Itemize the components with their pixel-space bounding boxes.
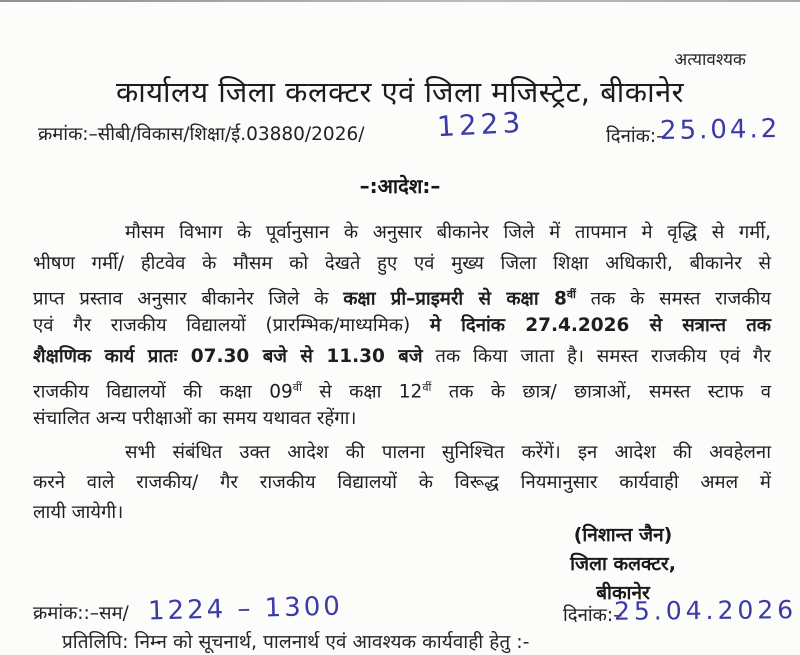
text-line: एवं गैर राजकीय विद्यालयों (प्रारम्भिक/माध्यमिक) मे दिनांक 27.4.2026 से सत्रान्त तक [33,315,771,336]
text-line: शैक्षणिक कार्य प्रातः 07.30 बजे से 11.30 बजे तक किया जाता है। समस्त राजकीय एवं गैर [33,346,771,367]
dispatch-number-label: क्रमांक::–सम/ [33,603,129,624]
text-line: संचालित अन्य परीक्षाओं का समय यथावत रहेंगा। [33,408,357,429]
order-heading: –:आदेश:– [359,174,441,198]
text-line: करने वाले राजकीय/ गैर राजकीय विद्यालयों के विरूद्ध नियमानुसार कार्यवाही अमल में [33,472,771,493]
copy-distribution-line-clipped: प्रतिलिपि: निम्न को सूचनार्थ, पालनार्थ एवं आवश्यक कार्यवाही हेतु :- [62,631,530,653]
signature-block [528,521,718,608]
text-line: राजकीय विद्यालयों की कक्षा $09^{वीं}$ से कक्षा $12^{वीं}$ तक के छात्र/ छात्राओं, समस्त स्टाफ व [33,381,772,403]
signatory-place: बीकानेर [596,582,650,604]
text-line: लायी जायेगी। [33,502,124,523]
signatory-name: (निशान्त जैन) [573,524,673,546]
date-label-bottom: दिनांक:– [563,605,623,626]
order-paragraph-compliance [33,438,771,528]
handwritten-date-bottom: 25.04.2026 [613,595,798,626]
handwritten-reference-number: 1223 [436,105,526,144]
handwritten-date-top: 25.04.2 [659,113,781,147]
text-line: प्राप्त प्रस्ताव अनुसार बीकानेर जिले के कक्षा प्री–प्राइमरी से कक्षा $8^{वीं}$ तक के समस्त राजकीय [33,288,771,310]
scan-edge-artifact [0,0,800,2]
urgency-label: अत्यावश्यक [674,50,746,70]
order-paragraph-main [33,217,771,434]
handwritten-dispatch-number: 1224 – 1300 [147,591,344,627]
date-label-top: दिनांक:– [606,126,666,147]
reference-number-label: क्रमांक:–सीबी/विकास/शिक्षा/ई.03880/2026/ [38,124,365,145]
signatory-designation: जिला कलक्टर, [570,553,676,575]
text-line: मौसम विभाग के पूर्वानुसान के अनुसार बीकानेर जिले में तापमान मे वृद्धि से गर्मी, [125,222,771,243]
text-line: सभी संबंधित उक्त आदेश की पालना सुनिश्चित करेंगें। इन आदेश की अवहेलना [125,442,771,463]
text-line: भीषण गर्मी/ हीटवेव के मौसम को देखते हुए एवं मुख्य जिला शिक्षा अधिकारी, बीकानेर से [33,253,771,274]
office-title: कार्यालय जिला कलक्टर एवं जिला मजिस्ट्रेट, बीकानेर [115,75,685,109]
